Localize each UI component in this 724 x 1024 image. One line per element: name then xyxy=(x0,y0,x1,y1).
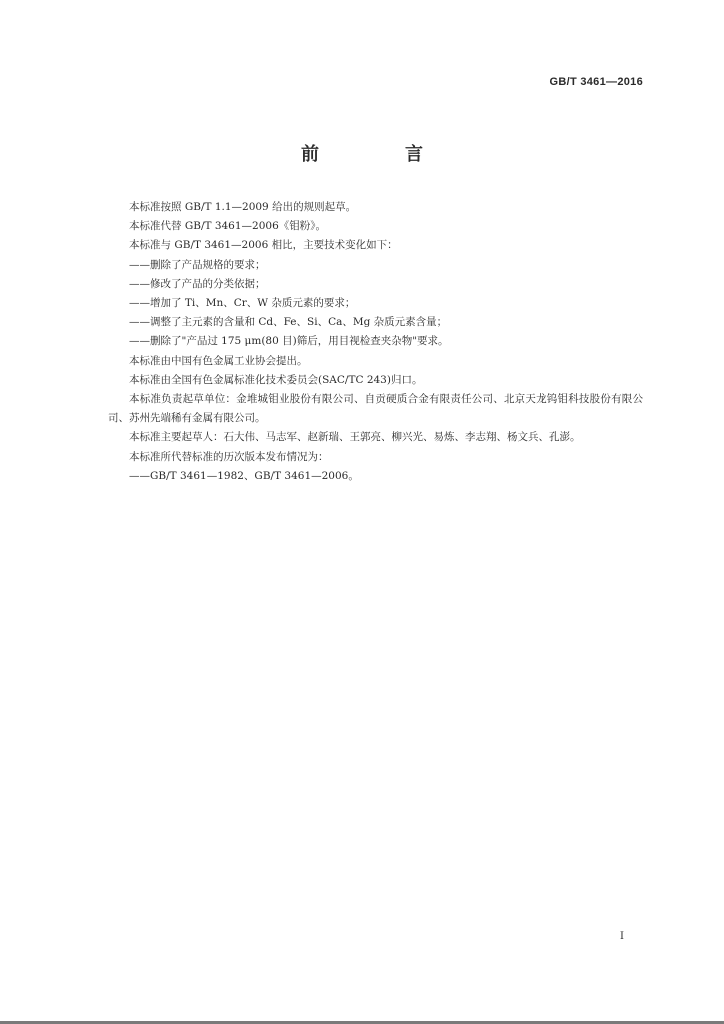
change-item: ——修改了产品的分类依据； xyxy=(129,277,266,290)
paragraph-drafting-units: 本标准负责起草单位：金堆城钼业股份有限公司、自贡硬质合金有限责任公司、北京天龙钨钼科技股份有限公司、苏州先端稀有金属有限公司。 xyxy=(108,393,643,425)
paragraph-drafters: 本标准主要起草人：石大伟、马志军、赵新瑞、王郭亮、柳兴光、易炼、李志翔、杨文兵、孔澎。 xyxy=(129,431,581,444)
paragraph-proposer: 本标准由中国有色金属工业协会提出。 xyxy=(129,354,308,367)
page-title: 前 言 xyxy=(301,144,457,165)
paragraph-replaces: 本标准代替 GB/T 3461—2006《钼粉》。 xyxy=(129,220,327,233)
page-number: I xyxy=(620,931,624,942)
change-item: ——删除了"产品过 175 μm(80 目)筛后，用目视检查夹杂物"要求。 xyxy=(129,335,449,348)
standard-code: GB/T 3461—2016 xyxy=(549,76,643,88)
change-item: ——调整了主元素的含量和 Cd、Fe、Si、Ca、Mg 杂质元素含量； xyxy=(129,316,448,329)
paragraph-drafting-rules: 本标准按照 GB/T 1.1—2009 给出的规则起草。 xyxy=(129,201,357,213)
change-item: ——删除了产品规格的要求； xyxy=(129,258,266,271)
history-item: ——GB/T 3461—1982、GB/T 3461—2006。 xyxy=(129,469,359,482)
paragraph-changes-intro: 本标准与 GB/T 3461—2006 相比，主要技术变化如下： xyxy=(129,239,398,252)
document-body xyxy=(108,198,643,486)
change-item: ——增加了 Ti、Mn、Cr、W 杂质元素的要求； xyxy=(129,297,356,310)
paragraph-committee: 本标准由全国有色金属标准化技术委员会(SAC/TC 243)归口。 xyxy=(129,373,423,386)
paragraph-history-intro: 本标准所代替标准的历次版本发布情况为： xyxy=(129,450,329,463)
